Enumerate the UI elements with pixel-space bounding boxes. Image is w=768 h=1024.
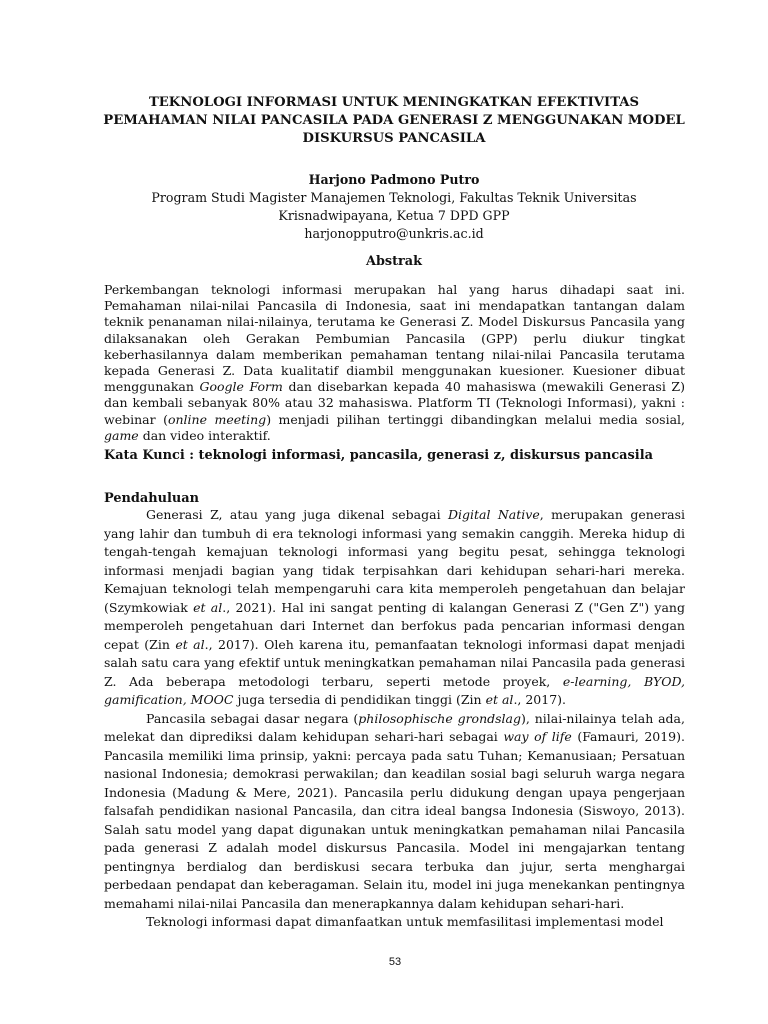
section-heading-introduction: Pendahuluan <box>104 491 200 506</box>
text-run: ., 2017). Oleh karena itu, pemanfaatan teknologi informasi dapat menjadi salah satu cara yang efektif untuk meningkatkan pemahaman nilai Pancasila pada generasi Z. Ada beberapa metodologi terbaru, seperti metode proyek, <box>104 636 685 689</box>
abstract-text <box>104 282 685 444</box>
abstract-emphasis: online meeting <box>167 411 267 427</box>
abstract-emphasis: game <box>104 427 139 443</box>
abstract-text-part: Perkembangan teknologi informasi merupakan hal yang harus dihadapi saat ini. Pemahaman nilai-nilai Pancasila di Indonesia, saat ini mendapatkan tantangan dalam teknik penanaman nilai-nilainya, terutama ke Generasi Z. Model Diskursus Pancasila yang dilaksanakan oleh Gerakan Pembumian Pancasila (GPP) perlu diukur tingkat keberhasilannya dalam memberikan pemahaman tentang nilai-nilai Pancasila terutama kepada Generasi Z. Data kualitatif diambil menggunakan kuesioner. Kuesioner dibuat menggunakan <box>104 282 685 395</box>
abstract-text-part: dan disebarkan kepada 40 mahasiswa (mewakili Generasi Z) dan kembali sebanyak 80% atau 32 mahasiswa. Platform TI (Teknologi Informasi), yakni : webinar ( <box>104 379 685 427</box>
emphasis: et al <box>485 692 514 707</box>
emphasis: et al <box>193 599 223 615</box>
paper-title: TEKNOLOGI INFORMASI UNTUK MENINGKATKAN EFEKTIVITAS PEMAHAMAN NILAI PANCASILA PADA GENERASI Z MENGGUNAKAN MODEL DISKURSUS PANCASILA <box>103 95 685 146</box>
text-run: , merupakan generasi yang lahir dan tumbuh di era teknologi informasi yang semakin canggih. Mereka hidup di tengah-tengah kemajuan teknologi informasi yang begitu pesat, sehingga teknologi informasi menjadi bagian yang tidak terpisahkan dari kehidupan sehari-hari mereka. Kemajuan teknologi telah mempengaruhi cara kita memperoleh pengetahuan dan belajar (Szymkowiak <box>104 507 686 615</box>
author-block <box>100 171 688 243</box>
emphasis: philosophische grondslag <box>358 710 521 726</box>
text-run: Generasi Z, atau yang juga dikenal sebagai <box>146 507 448 522</box>
text-run: (Famauri, 2019). Pancasila memiliki lima prinsip, yakni: percaya pada satu Tuhan; Kemanusiaan; Persatuan nasional Indonesia; demokrasi perwakilan; dan keadilan sosial bagi seluruh warga negara Indonesia (Madung & Mere, 2021). Pancasila perlu didukung dengan upaya pengerjaan falsafah pendidikan nasional Pancasila, dan citra ideal bangsa Indonesia (Siswoyo, 2013). Salah satu model yang dapat digunakan untuk meningkatkan pemahaman nilai Pancasila pada generasi Z adalah model diskursus Pancasila. Model ini mengajarkan tentang pentingnya berdialog dan berdiskusi secara terbuka dan jujur, serta menghargai perbedaan pendapat dan keberagaman. Selain itu, model ini juga menekankan pentingnya memahami nilai-nilai Pancasila dan menerapkannya dalam kehidupan sehari-hari. <box>104 729 685 911</box>
paragraph <box>104 506 685 710</box>
paragraph: Teknologi informasi dapat dimanfaatkan untuk memfasilitasi implementasi model <box>146 914 664 929</box>
text-run: ., 2021). Hal ini sangat penting di kalangan Generasi Z ("Gen Z") yang memperoleh pengetahuan dari Internet dan berfokus pada pencarian informasi dengan cepat (Zin <box>104 599 685 652</box>
emphasis: way of life <box>503 729 572 744</box>
author-affiliation-line2: Krisnadwipayana, Ketua 7 DPD GPP <box>278 208 510 223</box>
keywords: Kata Kunci : teknologi informasi, pancasila, generasi z, diskursus pancasila <box>104 448 653 463</box>
paragraph <box>104 710 685 914</box>
page-number: 53 <box>388 956 402 968</box>
abstract-emphasis: Google Form <box>199 379 283 395</box>
emphasis: et al <box>175 636 205 652</box>
introduction-body <box>104 506 685 932</box>
author-name: Harjono Padmono Putro <box>308 172 480 187</box>
abstract-text-part: dan video interaktif. <box>138 427 271 443</box>
text-run: Pancasila sebagai dasar negara ( <box>146 710 359 726</box>
emphasis: Digital Native <box>447 507 540 522</box>
text-run: ., 2017). <box>513 692 567 707</box>
emphasis: e-learning, BYOD, gamification, MOOC <box>104 673 685 707</box>
author-email: harjonopputro@unkris.ac.id <box>304 226 484 241</box>
author-affiliation-line1: Program Studi Magister Manajemen Teknologi, Fakultas Teknik Universitas <box>151 190 637 205</box>
text-run: juga tersedia di pendidikan tinggi (Zin <box>233 692 486 707</box>
text-run: ), nilai-nilainya telah ada, melekat dan diprediksi dalam kehidupan sehari-hari sebagai <box>104 710 685 744</box>
abstract-heading: Abstrak <box>366 254 422 269</box>
abstract-text-part: ) menjadi pilihan tertinggi dibandingkan melalui media sosial, <box>266 411 685 427</box>
